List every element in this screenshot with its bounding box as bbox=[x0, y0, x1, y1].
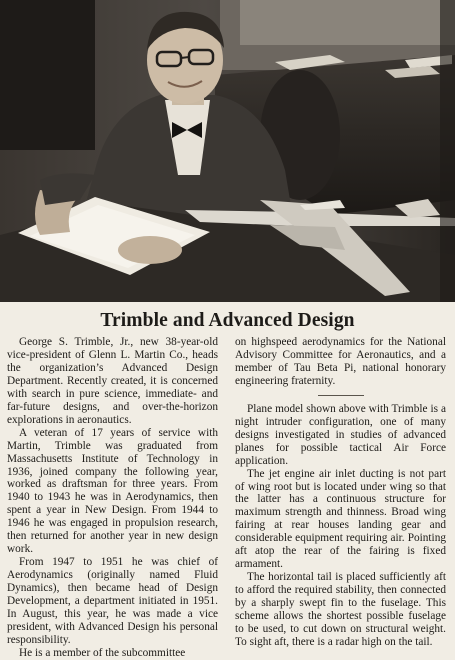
caption-paragraph: The horizontal tail is placed sufficiently aft to afford the required stability, then connected by a sharply swept fin to the fuselage. This scheme allows the shortest possible fuselage to be used, to cut down on structural weight. To sight aft, there is a radar high on the tail. bbox=[235, 571, 446, 648]
caption-paragraph: The jet engine air inlet ducting is not part of wing root but is located under wing so that the latter has a continuous structure for maximum strength and thinness. Broad wing fairing at rear houses landing gear and considerable equipment requiring air. Pointing aft atop the rear of the fairing is fixed armament. bbox=[235, 467, 446, 571]
article-column-right bbox=[235, 336, 446, 649]
article-paragraph-continued: on highspeed aerodynamics for the National Advisory Committee for Aeronautics, and a member of Tau Beta Pi, national honorary engineering fraternity. bbox=[235, 336, 446, 387]
section-divider bbox=[318, 395, 364, 396]
article-paragraph: George S. Trimble, Jr., new 38-year-old vice-president of Glenn L. Martin Co., heads the organization’s Advanced Design Department. Recently created, it is concerned with search in pure science, immediate- and far-future designs, and over-the-horizon explorations in aeronautics. bbox=[7, 336, 218, 426]
article-paragraph: From 1947 to 1951 he was chief of Aerodynamics (originally named Fluid Dynamics), then became head of Design Development, a department initiated in 1951. In August, this year, he was made a vice president, with Advanced Design his personal responsibility. bbox=[7, 556, 218, 646]
article-column-left bbox=[7, 336, 218, 660]
article-paragraph: A veteran of 17 years of service with Martin, Trimble was graduated from Massachusetts Institute of Technology in 1936, joined company the following year, worked as draftsman for three years. From 1940 to 1943 he was in Aerodynamics, then spent a year in New Design. From 1944 to 1946 he was engaged in propulsion research, then returned for another year in new design work. bbox=[7, 426, 218, 556]
caption-paragraph: Plane model shown above with Trimble is a night intruder configuration, one of many designs investigated in studies of advanced planes for possible tactical Air Force application. bbox=[235, 402, 446, 467]
article-paragraph: He is a member of the subcommittee bbox=[19, 646, 186, 659]
article-title: Trimble and Advanced Design bbox=[100, 310, 355, 331]
photo-trimble-with-plane-model bbox=[0, 0, 455, 302]
